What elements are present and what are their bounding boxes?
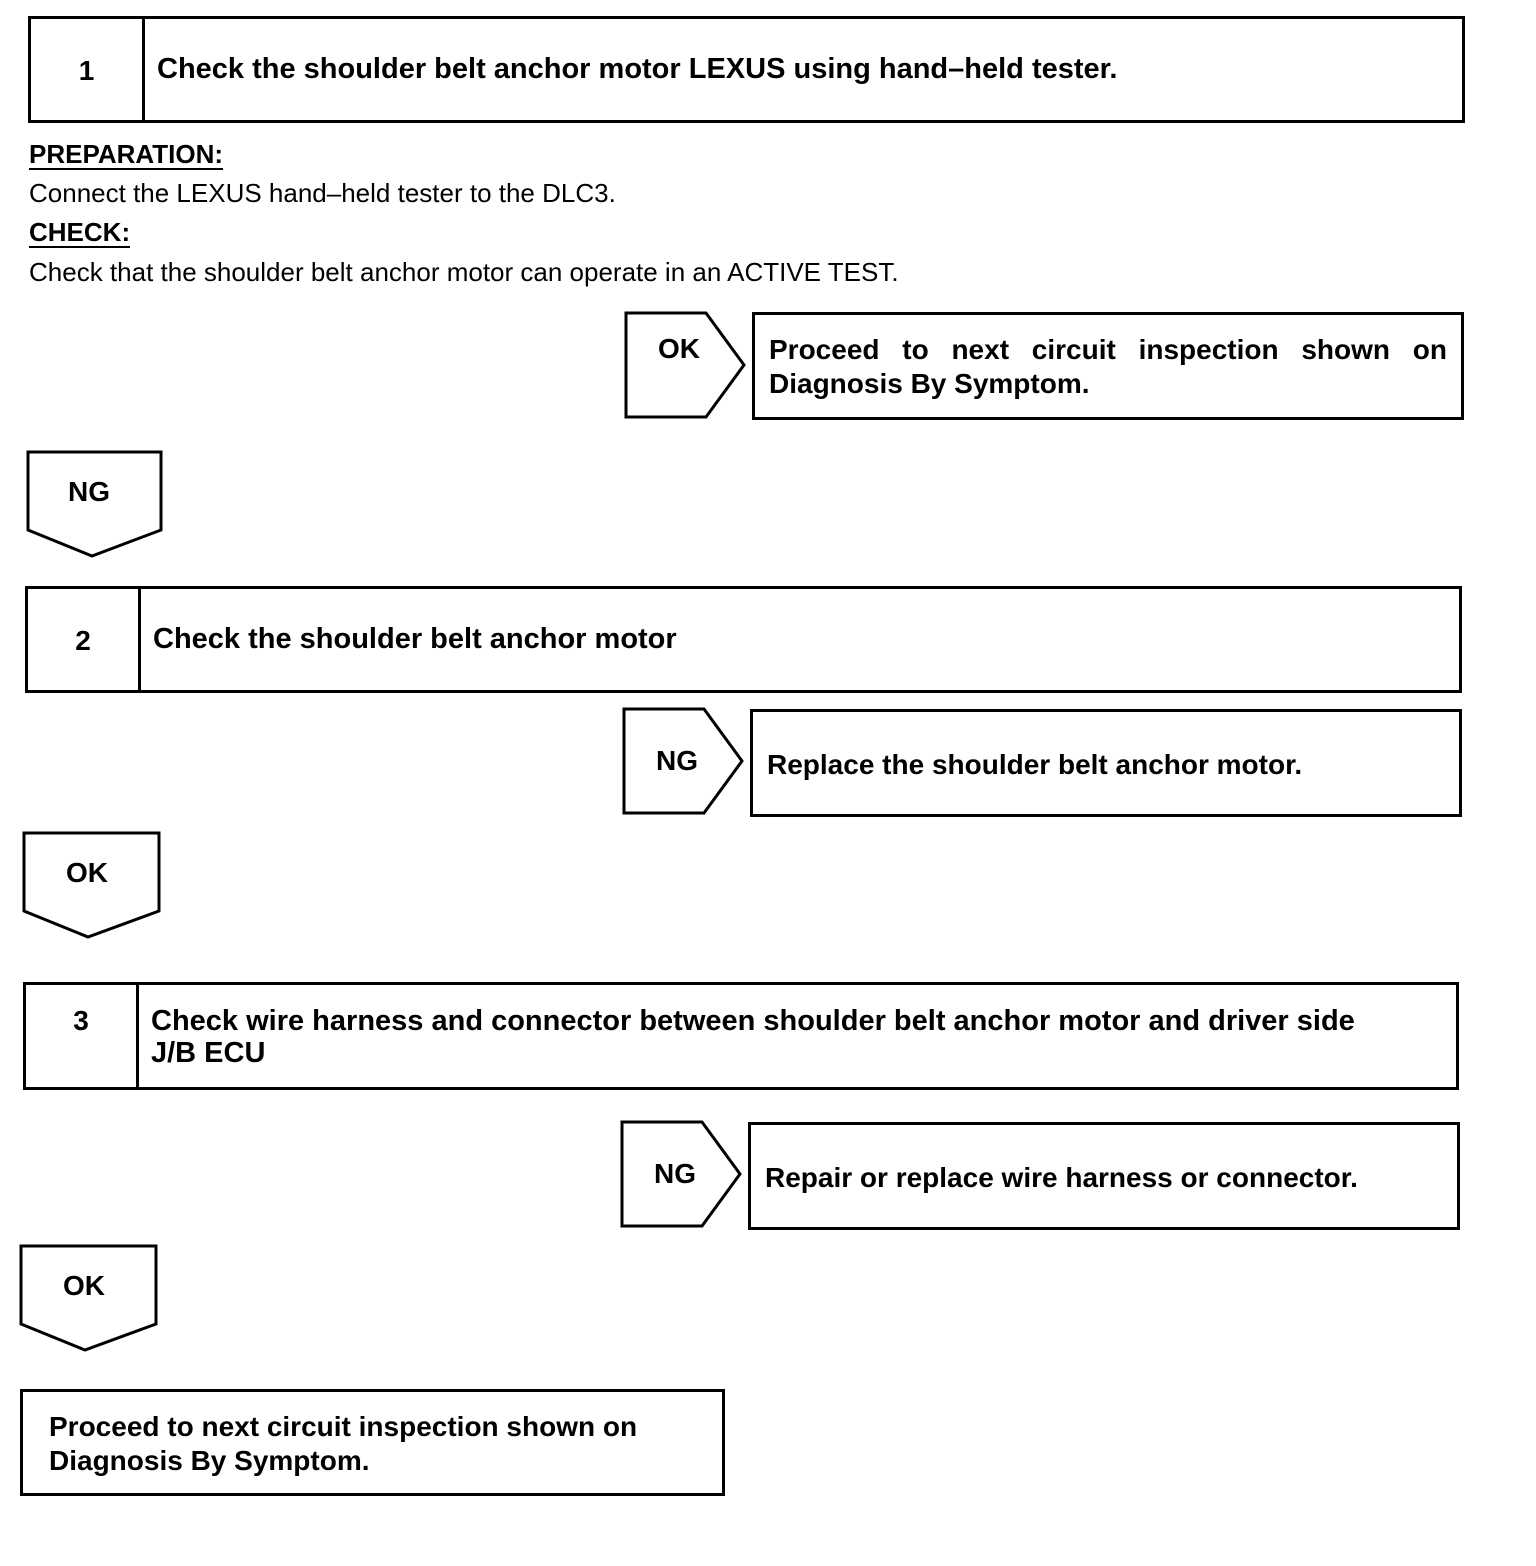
down-arrow-ng: [26, 450, 164, 560]
check-label: CHECK:: [29, 217, 131, 247]
step-title: Check the shoulder belt anchor motor LEXUS using hand–held tester.: [157, 53, 1118, 85]
down-arrow-ok: [19, 1244, 159, 1354]
step-1-box: [28, 16, 1465, 123]
branch-label: OK: [658, 333, 700, 364]
step-3-box: [23, 982, 1459, 1090]
step-title: Check wire harness and connector between shoulder belt anchor motor and driver side J/B ECU: [151, 1005, 1355, 1069]
check-text: Check that the shoulder belt anchor motor can operate in an ACTIVE TEST.: [29, 257, 899, 287]
step-number: 1: [31, 19, 145, 120]
step-number: 3: [26, 985, 139, 1087]
branch-result-box: Replace the shoulder belt anchor motor.: [750, 709, 1462, 817]
branch-label: OK: [63, 1270, 105, 1301]
branch-label: NG: [68, 476, 110, 507]
final-result-box: Proceed to next circuit inspection shown on Diagnosis By Symptom.: [20, 1389, 725, 1496]
branch-result-box: Proceed to next circuit inspection shown on Diagnosis By Symptom.: [752, 312, 1464, 420]
right-arrow-ng: [620, 1120, 744, 1230]
step-2-box: [25, 586, 1462, 693]
right-arrow-shape-icon: [624, 311, 748, 421]
preparation-label: PREPARATION:: [29, 139, 224, 169]
branch-label: NG: [654, 1158, 696, 1189]
step-number: 2: [28, 589, 141, 690]
right-arrow-ng: [622, 707, 746, 817]
down-arrow-ok: [22, 831, 162, 941]
preparation-text: Connect the LEXUS hand–held tester to the DLC3.: [29, 178, 616, 208]
branch-label: NG: [656, 745, 698, 776]
branch-label: OK: [66, 857, 108, 888]
branch-result-box: Repair or replace wire harness or connector.: [748, 1122, 1460, 1230]
step-title: Check the shoulder belt anchor motor: [153, 623, 677, 655]
right-arrow-ok: [624, 311, 748, 421]
